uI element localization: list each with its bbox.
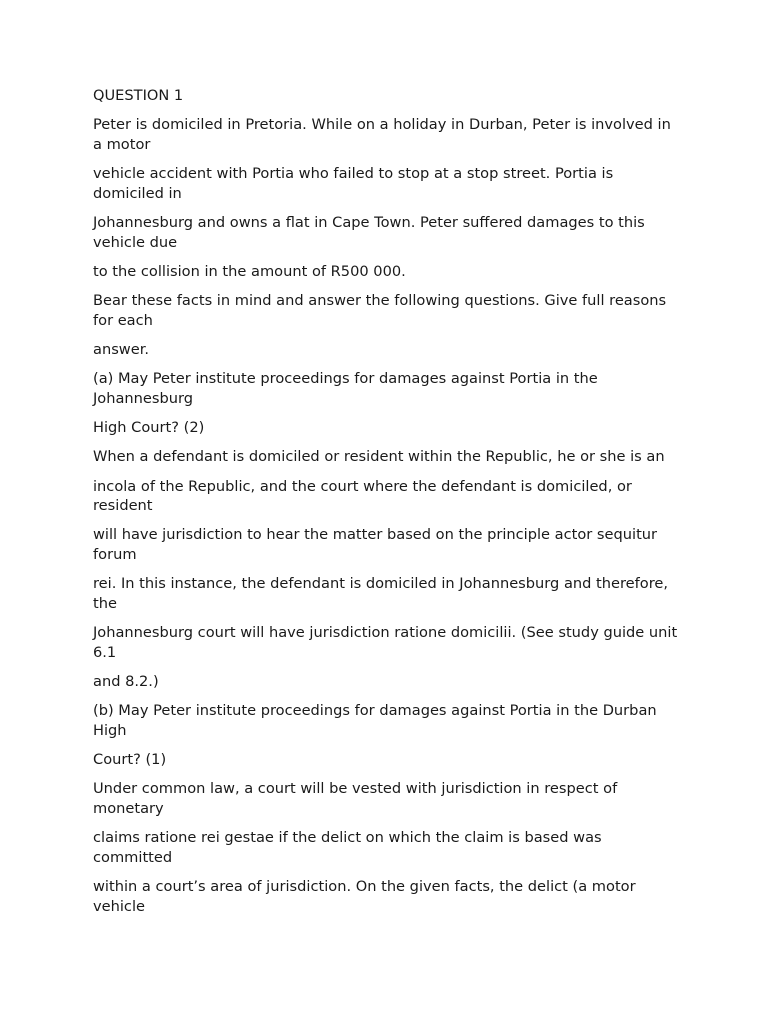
answer-paragraph: incola of the Republic, and the court where the defendant is domiciled, or resident bbox=[93, 477, 632, 515]
paragraph: vehicle accident with Portia who failed to stop at a stop street. Portia is domiciled in bbox=[93, 165, 614, 202]
question-heading: QUESTION 1 bbox=[93, 87, 184, 104]
paragraph: to the collision in the amount of R500 000. bbox=[93, 262, 406, 280]
answer-paragraph: claims ratione rei gestae if the delict on which the claim is based was committed bbox=[93, 829, 602, 866]
answer-paragraph: Johannesburg court will have jurisdiction ratione domicilii. (See study guide unit 6.1 bbox=[93, 624, 678, 661]
answer-paragraph: Under common law, a court will be vested with jurisdiction in respect of monetary bbox=[93, 780, 618, 817]
paragraph: answer. bbox=[93, 340, 150, 358]
sub-question-a: (a) May Peter institute proceedings for damages against Portia in the Johannesburg bbox=[93, 370, 598, 407]
sub-question-b-marks: Court? (1) bbox=[93, 750, 167, 768]
answer-paragraph: and 8.2.) bbox=[93, 672, 159, 690]
answer-paragraph: within a court’s area of jurisdiction. On the given facts, the delict (a motor vehicle bbox=[93, 877, 636, 915]
sub-question-a-marks: High Court? (2) bbox=[93, 419, 205, 437]
document-page bbox=[93, 86, 683, 926]
paragraph: Peter is domiciled in Pretoria. While on a holiday in Durban, Peter is involved in a motor bbox=[93, 116, 671, 153]
paragraph: Johannesburg and owns a flat in Cape Town. Peter suffered damages to this vehicle due bbox=[93, 213, 645, 251]
answer-paragraph: rei. In this instance, the defendant is domiciled in Johannesburg and therefore, the bbox=[93, 575, 669, 612]
answer-paragraph: When a defendant is domiciled or resident within the Republic, he or she is an bbox=[93, 448, 665, 466]
answer-paragraph: will have jurisdiction to hear the matter based on the principle actor sequitur forum bbox=[93, 526, 658, 564]
sub-question-b: (b) May Peter institute proceedings for damages against Portia in the Durban High bbox=[93, 702, 657, 739]
paragraph: Bear these facts in mind and answer the following questions. Give full reasons for each bbox=[93, 292, 667, 329]
